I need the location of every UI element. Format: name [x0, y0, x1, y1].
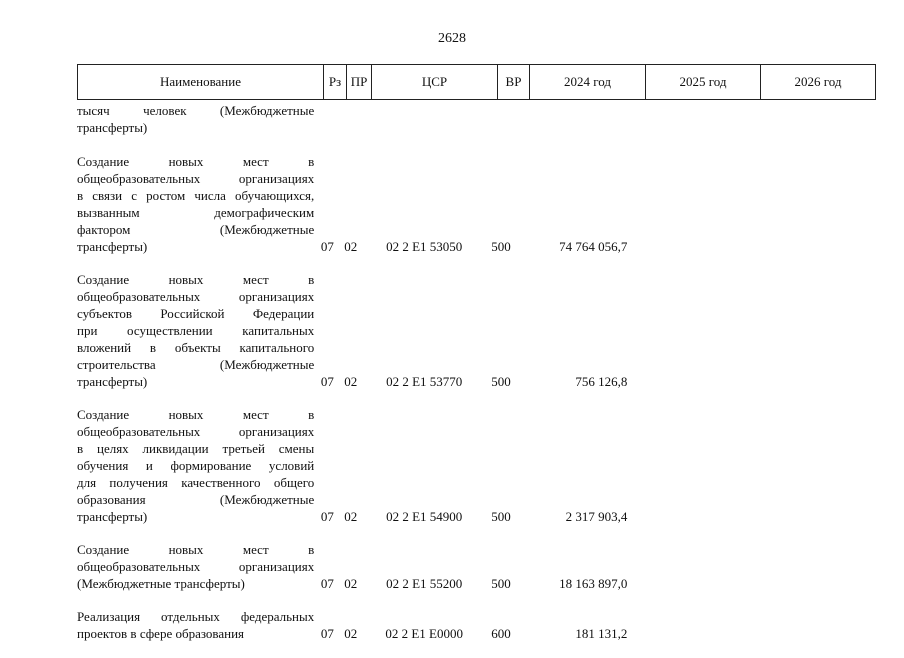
table-row: [77, 608, 853, 642]
row-name-line: вложений в объекты капитального: [77, 340, 315, 355]
row-pr: 02: [344, 239, 358, 254]
header-csr: ЦСР: [372, 65, 498, 100]
row-name-line: в целях ликвидации третьей смены: [77, 441, 315, 456]
row-name: [77, 102, 316, 136]
row-name-line: Создание новых мест в: [77, 542, 315, 557]
table-header: [77, 64, 876, 100]
row-rz: 07: [320, 509, 334, 524]
row-name-line: Создание новых мест в: [77, 272, 315, 287]
table-body: [77, 102, 853, 658]
row-name-line: фактором (Межбюджетные: [77, 222, 315, 237]
row-pr: 02: [344, 576, 358, 591]
row-rz: 07: [320, 576, 334, 591]
row-vr: 500: [491, 509, 511, 524]
row-name-line: тысяч человек (Межбюджетные: [77, 103, 315, 118]
header-vr: ВР: [498, 65, 530, 100]
header-2026: 2026 год: [761, 65, 876, 100]
row-rz: 07: [320, 239, 334, 254]
row-vr: 500: [491, 239, 511, 254]
row-pr: 02: [344, 509, 358, 524]
row-csr: 02 2 E1 55200: [386, 576, 463, 591]
row-name-line: проектов в сфере образования: [77, 626, 245, 641]
row-name-line: общеобразовательных организациях: [77, 289, 315, 304]
row-name-line: образования (Межбюджетные: [77, 492, 315, 507]
row-name-line: общеобразовательных организациях: [77, 171, 315, 186]
row-name-line: Реализация отдельных федеральных: [77, 609, 315, 624]
row-name-line: для получения качественного общего: [77, 475, 315, 490]
row-2024: 74 764 056,7: [559, 239, 628, 254]
row-2024: 181 131,2: [575, 626, 628, 641]
row-name-line: при осуществлении капитальных: [77, 323, 315, 338]
row-name: [77, 608, 316, 642]
table-row: [77, 406, 853, 525]
row-name-line: Создание новых мест в: [77, 154, 315, 169]
row-name-line: трансферты): [77, 374, 148, 389]
header-2025: 2025 год: [646, 65, 761, 100]
table-row: [77, 102, 853, 136]
row-name-line: обучения и формирование условий: [77, 458, 315, 473]
row-name: [77, 541, 316, 592]
row-rz: 07: [320, 626, 334, 641]
row-name-line: субъектов Российской Федерации: [77, 306, 315, 321]
row-name-line: трансферты): [77, 509, 148, 524]
row-name-line: общеобразовательных организациях: [77, 424, 315, 439]
row-csr: 02 2 E1 53770: [386, 374, 463, 389]
row-name-line: строительства (Межбюджетные: [77, 357, 315, 372]
row-rz: 07: [320, 374, 334, 389]
row-name-line: вызванным демографическим: [77, 205, 315, 220]
row-name-line: общеобразовательных организациях: [77, 559, 315, 574]
row-2024: 18 163 897,0: [559, 576, 628, 591]
page-number: 2628: [438, 31, 466, 46]
header-2024: 2024 год: [530, 65, 646, 100]
row-name: [77, 406, 316, 525]
row-vr: 500: [491, 576, 511, 591]
row-name-line: Создание новых мест в: [77, 407, 315, 422]
row-csr: 02 2 E1 53050: [386, 239, 463, 254]
row-name-line: трансферты): [77, 239, 148, 254]
row-2024: 756 126,8: [575, 374, 628, 389]
row-csr: 02 2 E1 54900: [386, 509, 463, 524]
table-row: [77, 153, 853, 255]
row-name-line: в связи с ростом числа обучающихся,: [77, 188, 315, 203]
row-name-line: (Межбюджетные трансферты): [77, 576, 245, 591]
table-row: [77, 541, 853, 592]
header-rz: Рз: [324, 65, 347, 100]
row-vr: 600: [491, 626, 511, 641]
row-2024: 2 317 903,4: [565, 509, 628, 524]
row-name-line: трансферты): [77, 120, 148, 135]
row-name: [77, 153, 316, 255]
header-pr: ПР: [347, 65, 372, 100]
row-pr: 02: [344, 626, 358, 641]
row-vr: 500: [491, 374, 511, 389]
row-name: [77, 271, 316, 390]
row-pr: 02: [344, 374, 358, 389]
row-csr: 02 2 E1 E0000: [385, 626, 463, 641]
table-row: [77, 271, 853, 390]
header-name: Наименование: [78, 65, 324, 100]
